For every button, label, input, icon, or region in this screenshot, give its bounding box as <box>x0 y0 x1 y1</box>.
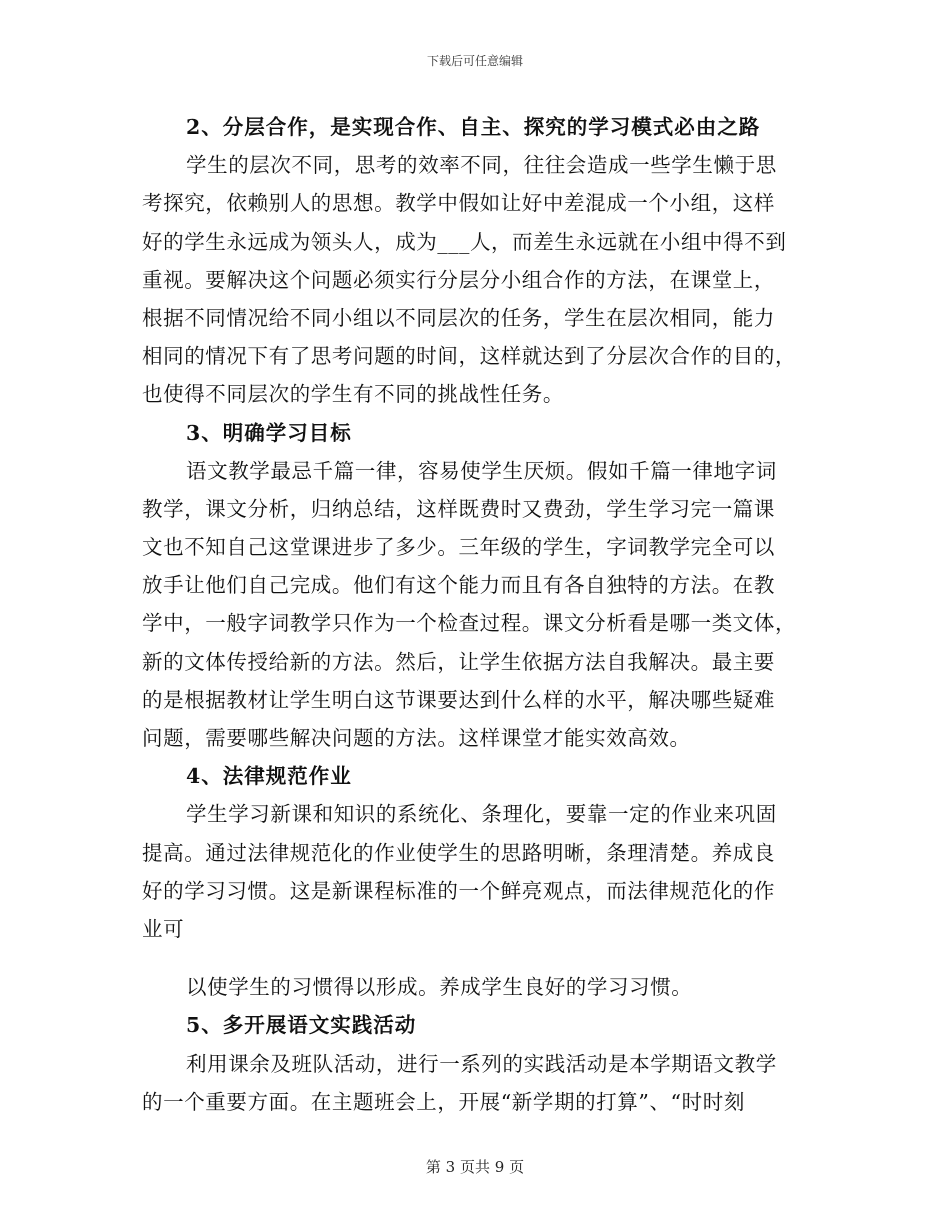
paragraph-line: 文也不知自己这堂课进步了多少。三年级的学生，字词教学完全可以 <box>142 535 775 560</box>
paragraph-line: 提高。通过法律规范化的作业使学生的思路明晰，条理清楚。养成良 <box>142 840 775 865</box>
paragraph-line: 业可 <box>142 916 185 941</box>
paragraph-line: 也使得不同层次的学生有不同的挑战性任务。 <box>142 382 564 407</box>
paragraph-line: 问题，需要哪些解决问题的方法。这样课堂才能实效高效。 <box>142 726 691 750</box>
paragraph-line: 语文教学最忌千篇一律，容易使学生厌烦。假如千篇一律地字词 <box>186 458 777 483</box>
paragraph-line: 新的文体传授给新的方法。然后，让学生依据方法自我解决。最主要 <box>142 649 775 674</box>
paragraph-line: 教学，课文分析，归纳总结，这样既费时又费劲，学生学习完一篇课 <box>142 496 775 521</box>
section-heading: 3、明确学习目标 <box>186 420 352 445</box>
paragraph-line: 的一个重要方面。在主题班会上，开展“新学期的打算”、“时时刻 <box>142 1089 745 1114</box>
paragraph-line: 学生学习新课和知识的系统化、条理化，要靠一定的作业来巩固 <box>186 802 777 827</box>
paragraph-line: 相同的情况下有了思考问题的时间，这样就达到了分层次合作的目的， <box>142 344 797 369</box>
paragraph-line: 考探究，依赖别人的思想。教学中假如让好中差混成一个小组，这样 <box>142 191 775 216</box>
paragraph-line: 以使学生的习惯得以形成。养成学生良好的学习习惯。 <box>186 975 693 1000</box>
page-footer: 第 3 页共 9 页 <box>425 1158 525 1176</box>
section-heading: 4、法律规范作业 <box>186 764 352 789</box>
paragraph-line: 学生的层次不同，思考的效率不同，往往会造成一些学生懒于思 <box>186 153 777 178</box>
paragraph-line: 利用课余及班队活动，进行一系列的实践活动是本学期语文教学 <box>186 1051 777 1076</box>
page-header: 下载后可任意编辑 <box>426 54 523 68</box>
paragraph-line: 好的学习习惯。这是新课程标准的一个鲜亮观点，而法律规范化的作 <box>142 878 775 903</box>
paragraph-line: 根据不同情况给不同小组以不同层次的任务，学生在层次相同，能力 <box>142 305 775 330</box>
document-body <box>142 108 812 1121</box>
paragraph-gap <box>142 948 812 968</box>
paragraph-line: 学中，一般字词教学只作为一个检查过程。课文分析看是哪一类文体， <box>142 611 797 636</box>
paragraph-line: 放手让他们自己完成。他们有这个能力而且有各自独特的方法。在教 <box>142 573 775 598</box>
section-heading: 2、分层合作，是实现合作、自主、探究的学习模式必由之路 <box>186 115 761 139</box>
paragraph-line: 好的学生永远成为领头人，成为___人，而差生永远就在小组中得不到 <box>142 229 787 254</box>
paragraph-line: 的是根据教材让学生明白这节课要达到什么样的水平，解决哪些疑难 <box>142 687 775 712</box>
section-heading: 5、多开展语文实践活动 <box>186 1013 417 1038</box>
paragraph-line: 重视。要解决这个问题必须实行分层分小组合作的方法，在课堂上， <box>142 267 775 292</box>
